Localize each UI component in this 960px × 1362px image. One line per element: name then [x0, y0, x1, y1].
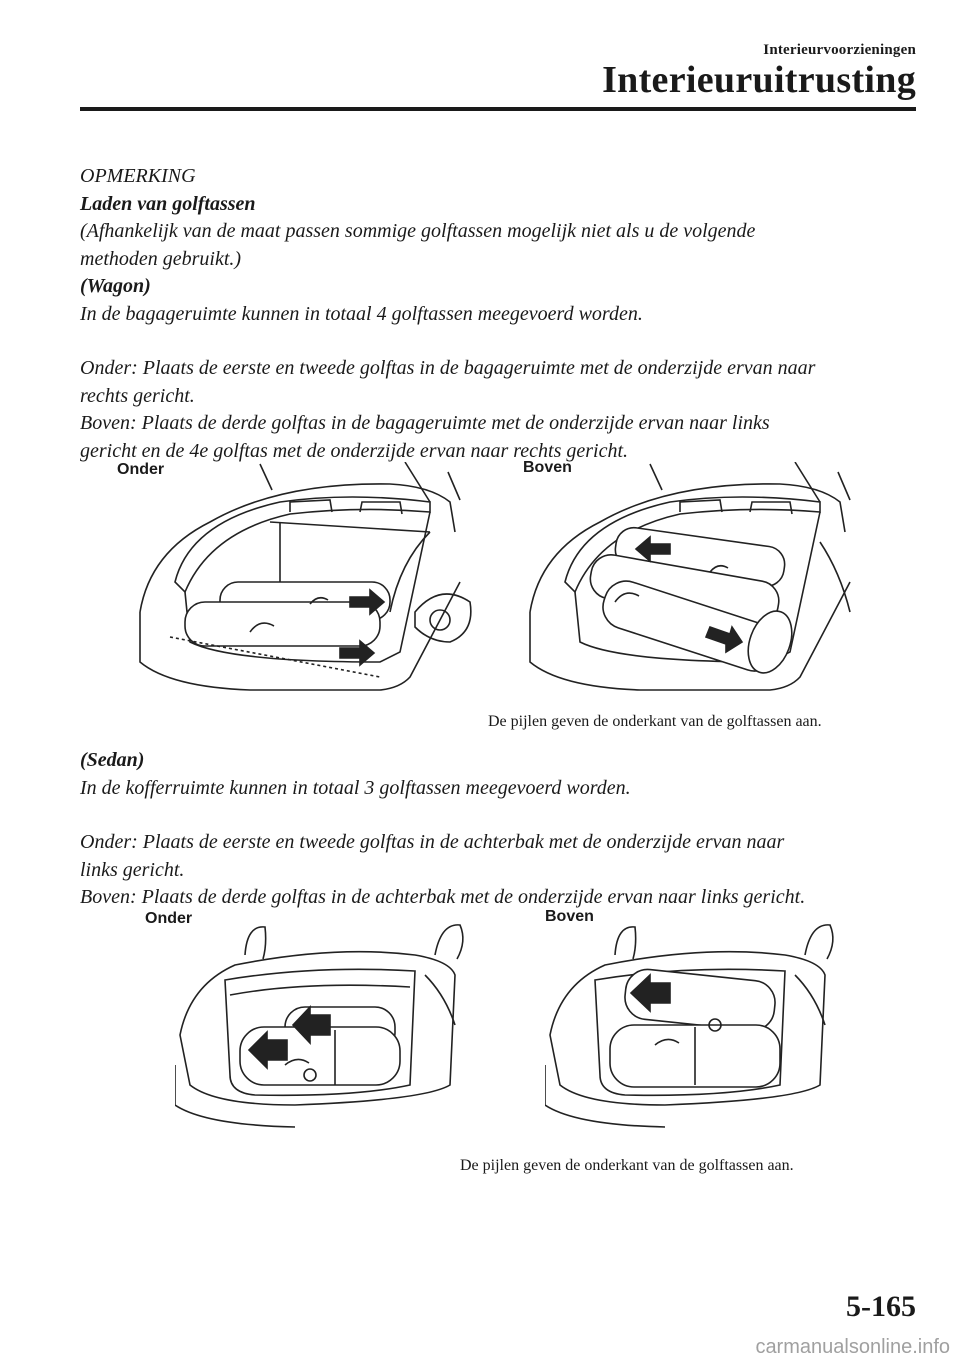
note-intro-line2: methoden gebruikt.) — [80, 247, 242, 270]
wagon-label-boven: Boven — [523, 459, 572, 476]
note-subheading: Laden van golftassen — [80, 192, 256, 215]
sedan-onder-illustration — [175, 915, 475, 1135]
wagon-caption: De pijlen geven de onderkant van de golftassen aan. — [488, 713, 822, 730]
wagon-heading: (Wagon) — [80, 275, 151, 297]
wagon-boven-line2: gericht en de 4e golftas met de onderzijde ervan naar rechts gericht. — [80, 439, 629, 462]
wagon-onder-line1: Onder: Plaats de eerste en tweede golftas in de bagageruimte met de onderzijde ervan naar — [80, 357, 816, 379]
wagon-label-onder: Onder — [117, 461, 165, 478]
sedan-label-boven: Boven — [545, 908, 594, 925]
page-title: Interieuruitrusting — [602, 59, 916, 101]
sedan-boven-line1: Boven: Plaats de derde golftas in de achterbak met de onderzijde ervan naar links gericht. — [80, 886, 806, 908]
wagon-onder-illustration — [130, 462, 475, 702]
page-number: 5-165 — [846, 1290, 916, 1323]
sedan-block — [80, 747, 920, 912]
watermark: carmanualsonline.info — [755, 1336, 950, 1358]
wagon-boven-line1: Boven: Plaats de derde golftas in de bagageruimte met de onderzijde ervan naar links — [80, 412, 770, 434]
sedan-capacity: In de kofferruimte kunnen in totaal 3 golftassen meegevoerd worden. — [80, 776, 631, 799]
sedan-label-onder: Onder — [145, 910, 193, 927]
section-label: Interieurvoorzieningen — [763, 42, 916, 58]
sedan-caption: De pijlen geven de onderkant van de golftassen aan. — [460, 1157, 794, 1174]
wagon-onder-line2: rechts gericht. — [80, 384, 195, 407]
wagon-capacity: In de bagageruimte kunnen in totaal 4 golftassen meegevoerd worden. — [80, 302, 643, 325]
wagon-boven-illustration — [520, 462, 865, 702]
sedan-onder-line1: Onder: Plaats de eerste en tweede golftas in de achterbak met de onderzijde ervan naar — [80, 831, 785, 853]
note-heading: OPMERKING — [80, 165, 196, 187]
sedan-heading: (Sedan) — [80, 749, 145, 771]
note-intro-line1: (Afhankelijk van de maat passen sommige golftassen mogelijk niet als u de volgende — [80, 220, 756, 242]
header-rule — [80, 107, 916, 111]
sedan-onder-line2: links gericht. — [80, 858, 185, 881]
note-block — [80, 163, 920, 465]
sedan-boven-illustration — [545, 915, 845, 1135]
